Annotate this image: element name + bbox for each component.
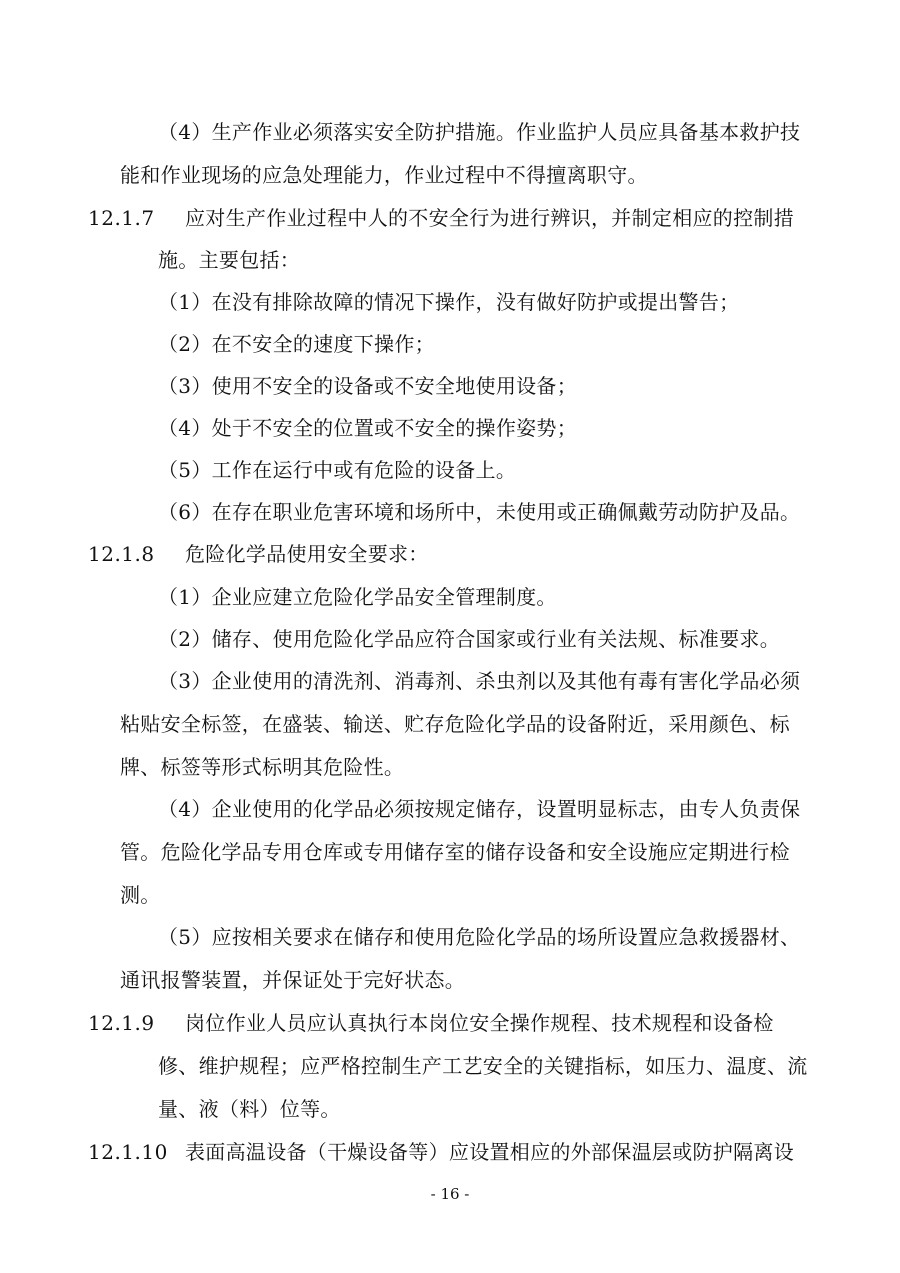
clause-number: 12.1.9 (88, 1011, 155, 1035)
text-line: 通讯报警装置，并保证处于完好状态。 (120, 968, 466, 992)
page-number: - 16 - (430, 1185, 470, 1203)
text-line: 表面高温设备（干燥设备等）应设置相应的外部保温层或防护隔离设 (185, 1140, 794, 1164)
text-line: 粘贴安全标签，在盛装、输送、贮存危险化学品的设备附近，采用颜色、标 (120, 712, 790, 736)
list-item: （3）使用不安全的设备或不安全地使用设备； (158, 374, 578, 398)
text-line: 施。主要包括： (158, 248, 301, 272)
text-line: 能和作业现场的应急处理能力，作业过程中不得擅离职守。 (120, 163, 648, 187)
list-item: （3）企业使用的清洗剂、消毒剂、杀虫剂以及其他有毒有害化学品必须 (158, 669, 801, 693)
list-item: （4）处于不安全的位置或不安全的操作姿势； (158, 416, 578, 440)
list-item: （5）工作在运行中或有危险的设备上。 (158, 458, 517, 482)
list-item: （4）企业使用的化学品必须按规定储存，设置明显标志，由专人负责保 (158, 797, 801, 821)
list-item: （6）在存在职业危害环境和场所中，未使用或正确佩戴劳动防护及品。 (158, 500, 801, 524)
list-item: （1）在没有排除故障的情况下操作，没有做好防护或提出警告； (158, 290, 740, 314)
clause-number: 12.1.7 (88, 206, 155, 230)
list-item: （5）应按相关要求在储存和使用危险化学品的场所设置应急救援器材、 (158, 925, 801, 949)
clause-number: 12.1.8 (88, 542, 155, 566)
text-line: 应对生产作业过程中人的不安全行为进行辨识，并制定相应的控制措 (185, 206, 794, 230)
text-line: 管。危险化学品专用仓库或专用储存室的储存设备和安全设施应定期进行检 (120, 840, 790, 864)
list-item: （1）企业应建立危险化学品安全管理制度。 (158, 585, 557, 609)
text-line: 岗位作业人员应认真执行本岗位安全操作规程、技术规程和设备检 (185, 1011, 774, 1035)
text-line: （4）生产作业必须落实安全防护措施。作业监护人员应具备基本救护技 (158, 120, 801, 144)
text-line: 测。 (120, 883, 161, 907)
text-line: 修、维护规程；应严格控制生产工艺安全的关键指标，如压力、温度、流 (158, 1054, 808, 1078)
text-line: 危险化学品使用安全要求： (185, 542, 429, 566)
clause-number: 12.1.10 (88, 1140, 168, 1164)
list-item: （2）储存、使用危险化学品应符合国家或行业有关法规、标准要求。 (158, 627, 781, 651)
text-line: 量、液（料）位等。 (158, 1097, 341, 1121)
text-line: 牌、标签等形式标明其危险性。 (120, 755, 405, 779)
list-item: （2）在不安全的速度下操作； (158, 332, 435, 356)
